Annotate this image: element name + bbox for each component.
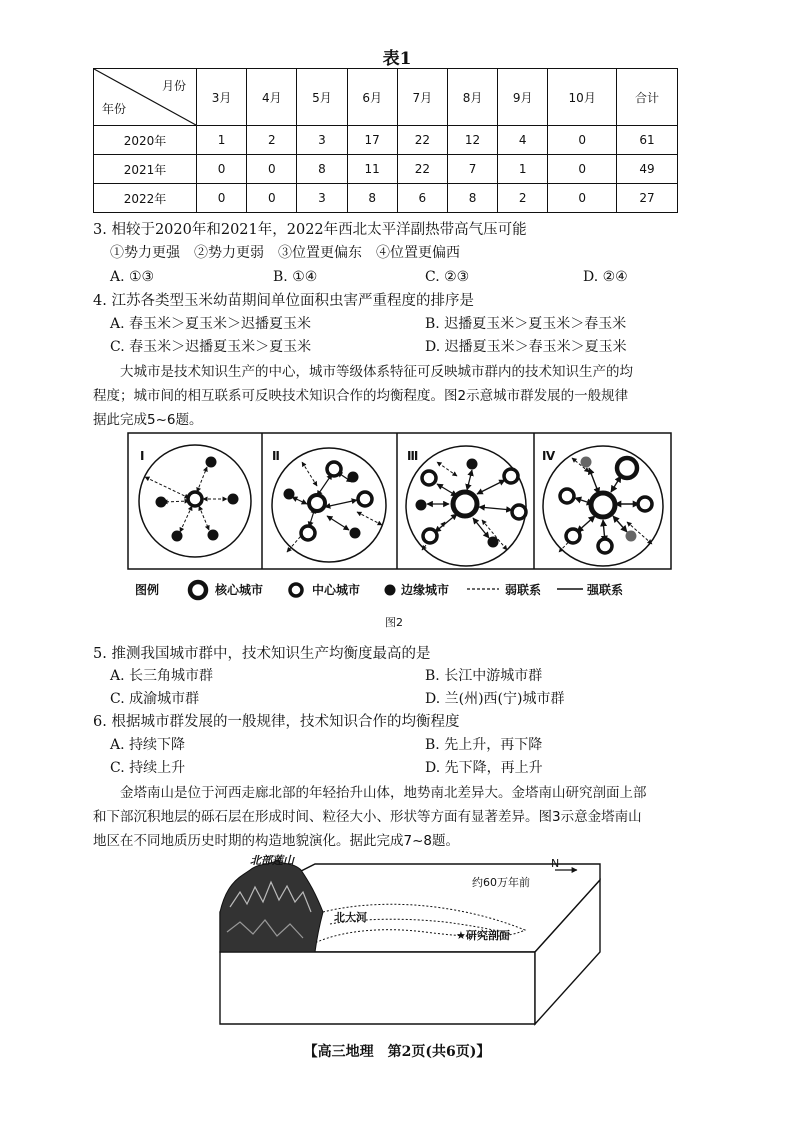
panel-label-2: Ⅱ [272,449,280,463]
value-cell: 7 [447,155,497,184]
q4-option-a: A. 春玉米＞夏玉米＞迟播夏玉米 [110,316,312,332]
core-city-icon [186,578,210,602]
value-cell: 0 [548,155,617,184]
q6-option-c: C. 持续上升 [110,760,186,776]
q3-option-b: B. ①④ [273,269,318,285]
table-row [94,155,678,184]
value-cell: 22 [397,155,447,184]
value-cell: 0 [197,155,247,184]
label-section: ★研究剖面 [456,929,510,942]
q3-option-a: A. ①③ [110,269,155,285]
value-cell: 0 [548,184,617,213]
header-month-label: 月份 [161,79,186,93]
month-header: 9月 [498,69,548,126]
figure2-diagram [127,432,672,570]
legend-edge-city: 边缘城市 [401,583,450,597]
page-footer: 【高三地理 第2页(共6页)】 [303,1044,491,1060]
q5-stem: 5. 推测我国城市群中，技术知识生产均衡度最高的是 [93,646,431,662]
month-header: 8月 [447,69,497,126]
passage2-line2: 和下部沉积地层的砾石层在形成时间、粒径大小、形状等方面有显著差异。图3示意金塔南山 [93,809,642,825]
value-cell: 8 [347,184,397,213]
total-cell: 27 [617,184,678,213]
value-cell: 0 [247,155,297,184]
value-cell: 0 [548,126,617,155]
q4-option-d: D. 迟播夏玉米＞春玉米＞夏玉米 [425,339,627,355]
value-cell: 3 [297,184,347,213]
header-year-label: 年份 [102,102,127,116]
label-north: N [551,857,560,870]
panel-label-4: Ⅳ [542,449,556,463]
figure3-block-diagram [205,852,605,1030]
table-header-row [94,69,678,126]
legend-center-city: 中心城市 [312,583,361,597]
value-cell: 1 [498,155,548,184]
value-cell: 12 [447,126,497,155]
q3-option-d: D. ②④ [583,269,628,285]
panel-4 [543,446,663,566]
month-header: 3月 [197,69,247,126]
passage1-line3: 据此完成5~6题。 [93,412,203,428]
table-row [94,126,678,155]
passage2-line3: 地区在不同地质历史时期的构造地貌演化。据此完成7~8题。 [93,833,459,849]
value-cell: 3 [297,126,347,155]
q4-option-b: B. 迟播夏玉米＞夏玉米＞春玉米 [425,316,627,332]
value-cell: 17 [347,126,397,155]
total-cell: 49 [617,155,678,184]
value-cell: 1 [197,126,247,155]
q3-option-c: C. ②③ [425,269,470,285]
legend-strong-link: 强联系 [587,583,624,597]
label-time: 约60万年前 [472,876,530,889]
month-header: 5月 [297,69,347,126]
panel-label-1: Ⅰ [140,449,145,463]
month-header: 10月 [548,69,617,126]
label-mountain: 北部莲山 [250,854,294,867]
year-cell: 2022年 [94,184,197,213]
q6-option-d: D. 先下降，再上升 [425,760,543,776]
legend-title: 图例 [135,583,160,597]
q4-option-c: C. 春玉米＞迟播夏玉米＞夏玉米 [110,339,312,355]
q6-option-b: B. 先上升，再下降 [425,737,543,753]
edge-city-icon [382,582,398,598]
panel-3 [406,446,526,566]
value-cell: 8 [447,184,497,213]
year-cell: 2020年 [94,126,197,155]
q5-option-a: A. 长三角城市群 [110,668,214,684]
q5-option-d: D. 兰(州)西(宁)城市群 [425,691,565,707]
weak-link-icon [466,583,500,595]
table-title: 表1 [382,49,412,69]
q5-option-b: B. 长江中游城市群 [425,668,543,684]
value-cell: 0 [247,184,297,213]
value-cell: 6 [397,184,447,213]
panel-2 [272,448,386,562]
value-cell: 4 [498,126,548,155]
passage2-line1: 金塔南山是位于河西走廊北部的年轻抬升山体，地势南北差异大。金塔南山研究剖面上部 [120,785,647,801]
q3-items: ①势力更强 ②势力更弱 ③位置更偏东 ④位置更偏西 [110,245,460,261]
panel-label-3: Ⅲ [407,449,419,463]
q3-stem: 3. 相较于2020年和2021年，2022年西北太平洋副热带高气压可能 [93,222,527,238]
value-cell: 0 [197,184,247,213]
q4-stem: 4. 江苏各类型玉米幼苗期间单位面积虫害严重程度的排序是 [93,293,474,309]
strong-link-icon [556,583,584,595]
value-cell: 11 [347,155,397,184]
value-cell: 2 [498,184,548,213]
q6-option-a: A. 持续下降 [110,737,186,753]
passage1-line2: 程度；城市间的相互联系可反映技术知识合作的均衡程度。图2示意城市群发展的一般规律 [93,388,629,404]
month-header: 7月 [397,69,447,126]
table-row [94,184,678,213]
table-corner-cell [94,69,197,126]
data-table [93,68,678,213]
value-cell: 8 [297,155,347,184]
total-cell: 61 [617,126,678,155]
year-cell: 2021年 [94,155,197,184]
q5-option-c: C. 成渝城市群 [110,691,200,707]
label-river: 北大河 [334,911,367,924]
passage1-line1: 大城市是技术知识生产的中心，城市等级体系特征可反映城市群内的技术知识生产的均 [120,364,633,380]
legend-weak-link: 弱联系 [505,583,542,597]
center-city-icon [286,580,306,600]
value-cell: 22 [397,126,447,155]
legend-core-city: 核心城市 [215,583,264,597]
month-header: 6月 [347,69,397,126]
month-header: 4月 [247,69,297,126]
q6-stem: 6. 根据城市群发展的一般规律，技术知识合作的均衡程度 [93,714,460,730]
total-header: 合计 [617,69,678,126]
value-cell: 2 [247,126,297,155]
panel-1 [139,445,251,557]
figure2-caption: 图2 [385,616,403,629]
